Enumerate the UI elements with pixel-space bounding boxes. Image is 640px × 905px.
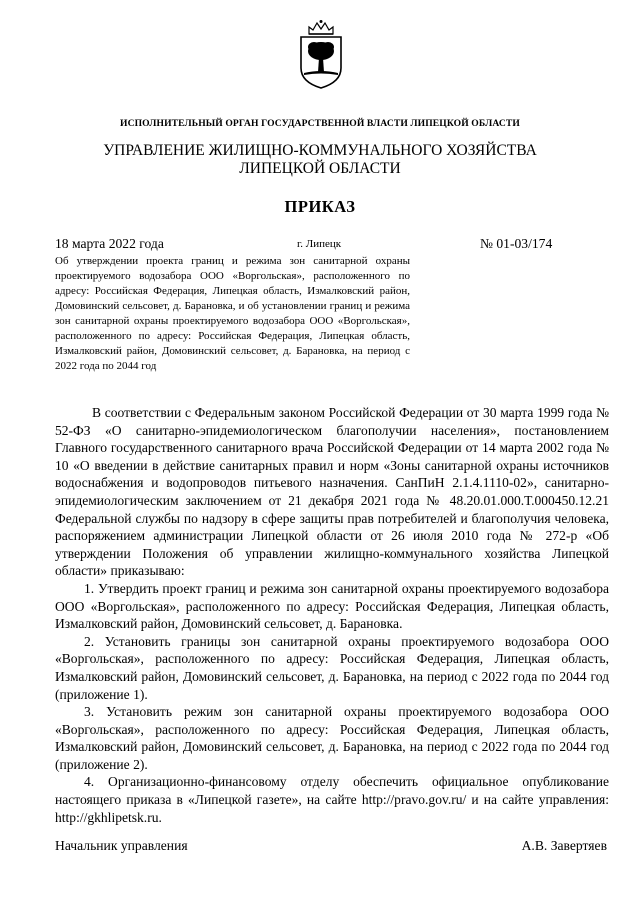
department-name-line-2: ЛИПЕЦКОЙ ОБЛАСТИ (239, 160, 401, 177)
preamble-paragraph: В соответствии с Федеральным законом Российской Федерации от 30 марта 1999 года № 52-ФЗ «О санитарно-эпидемиологическом благополучии населения», постановлением Главного государственного санитарного врача Российской Федерации от 14 марта 2002 года № 10 «О введении в действие санитарных правил и норм «Зоны санитарной охраны источников водоснабжения и водопроводов питьевого назначения. СанПиН 2.1.4.1110-02», санитарно-эпидемиологическим заключением от 21 декабря 2021 года № 48.20.01.000.Т.000450.12.21 Федеральной службы по надзору в сфере защиты прав потребителей и благополучия человека, распоряжением администрации Липецкой области от 26 июля 2010 года № 272-р «Об утверждении Положения об управлении жилищно-коммунального хозяйства Липецкой области» приказываю: (55, 405, 609, 579)
order-subject: Об утверждении проекта границ и режима зон санитарной охраны проектируемого водозабора ООО «Воргольская», расположенного по адресу: Российская Федерация, Липецкая область, Измалковский район, Домовинский сельсовет, д. Барановка, и об установлении границ и режима зон санитарной охраны проектируемого водозабора ООО «Воргольская», расположенного по адресу: Российская Федерация, Липецкая область, Измалковский район, Домовинский сельсовет, д. Барановка, на период с 2022 года по 2044 год (55, 255, 410, 372)
order-body (55, 404, 609, 826)
document-type-title: ПРИКАЗ (284, 197, 356, 216)
order-item-3: 3. Установить режим зон санитарной охраны проектируемого водозабора ООО «Воргольская», расположенного по адресу: Российская Федерация, Липецкая область, Измалковский район, Домовинский сельсовет, д. Барановка, на период с 2022 года по 2044 год (приложение 2). (55, 704, 609, 772)
department-name (0, 142, 640, 178)
coat-of-arms-icon (297, 18, 345, 90)
order-item-2: 2. Установить границы зон санитарной охраны проектируемого водозабора ООО «Воргольская», расположенного по адресу: Российская Федерация, Липецкая область, Измалковский район, Домовинский сельсовет, д. Барановка, на период с 2022 года по 2044 год (приложение 1). (55, 633, 609, 702)
order-item-1: 1. Утвердить проект границ и режима зон санитарной охраны проектируемого водозабора ООО «Воргольская», расположенного по адресу: Российская Федерация, Липецкая область, Измалковский район, Домовинский сельсовет, д. Барановка. (55, 580, 609, 632)
order-place: г. Липецк (297, 238, 342, 250)
signatory-name: А.В. Завертяев (521, 838, 607, 853)
order-date: 18 марта 2022 года (55, 236, 164, 251)
department-name-line-1: УПРАВЛЕНИЕ ЖИЛИЩНО-КОММУНАЛЬНОГО ХОЗЯЙСТВА (103, 142, 537, 159)
signature-block (55, 838, 607, 854)
signatory-position: Начальник управления (55, 838, 188, 853)
order-number: № 01-03/174 (480, 236, 553, 251)
order-item-4: 4. Организационно-финансовому отделу обеспечить официальное опубликование настоящего приказа в «Липецкой газете», на сайте http://pravo.gov.ru/ и на сайте управления: http://gkhlipetsk.ru. (55, 774, 609, 825)
authority-name: ИСПОЛНИТЕЛЬНЫЙ ОРГАН ГОСУДАРСТВЕННОЙ ВЛАСТИ ЛИПЕЦКОЙ ОБЛАСТИ (120, 118, 520, 129)
